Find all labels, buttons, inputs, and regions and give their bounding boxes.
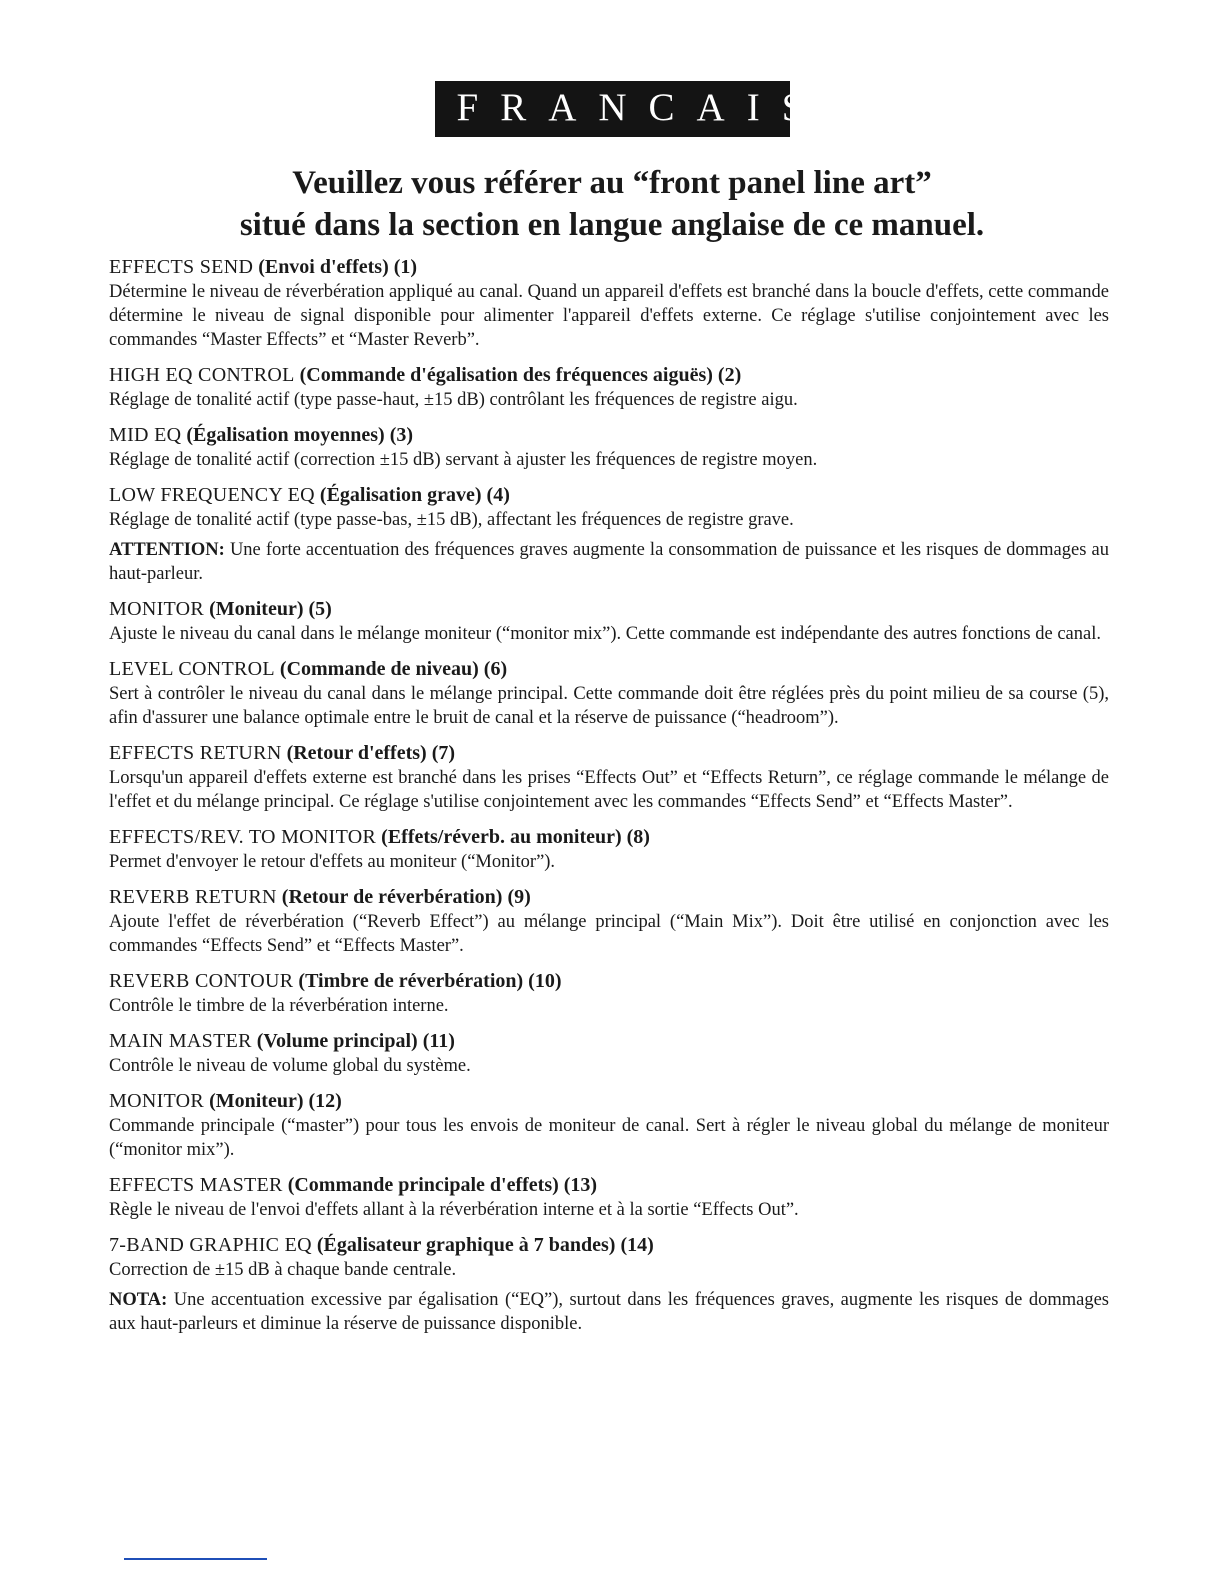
section-effects-rev-monitor bbox=[109, 825, 1109, 874]
section-body: Contrôle le timbre de la réverbération interne. bbox=[109, 996, 449, 1016]
section-title bbox=[109, 423, 1109, 448]
section-title-en: MID EQ bbox=[109, 424, 182, 446]
section-title-fr: (Volume principal) (11) bbox=[256, 1030, 455, 1052]
note-text: Une forte accentuation des fréquences graves augmente la consommation de puissance et les risques de dommages au haut-parleur. bbox=[109, 540, 1109, 584]
section-mid-eq bbox=[109, 423, 1109, 472]
section-title bbox=[109, 483, 1109, 508]
note-label: ATTENTION: bbox=[109, 540, 225, 560]
section-body: Détermine le niveau de réverbération appliqué au canal. Quand un appareil d'effets est branché dans la boucle d'effets, cette commande détermine le niveau de signal disponible pour alimenter l'appareil d'effets externe. Ce réglage s'utilise conjointement avec les commandes “Master Effects” et “Master Reverb”. bbox=[109, 282, 1109, 350]
section-body: Permet d'envoyer le retour d'effets au moniteur (“Monitor”). bbox=[109, 852, 556, 872]
section-title bbox=[109, 597, 1109, 622]
section-low-eq bbox=[109, 483, 1109, 586]
section-effects-send bbox=[109, 255, 1109, 352]
section-title-en: REVERB RETURN bbox=[109, 886, 277, 908]
note-text: Une accentuation excessive par égalisation (“EQ”), surtout dans les fréquences graves, augmente les risques de dommages aux haut-parleurs et diminue la réserve de puissance disponible. bbox=[109, 1290, 1109, 1334]
page-heading bbox=[0, 162, 1224, 246]
section-body: Lorsqu'un appareil d'effets externe est branché dans les prises “Effects Out” et “Effects Return”, ce réglage commande le mélange de l'effet et du mélange principal. Ce réglage s'utilise conjointement avec les commandes “Effects Send” et “Effects Master”. bbox=[109, 768, 1109, 812]
section-title-fr: (Envoi d'effets) (1) bbox=[258, 256, 418, 278]
section-title-en: MONITOR bbox=[109, 598, 205, 620]
section-title-fr: (Égalisation moyennes) (3) bbox=[186, 424, 414, 446]
section-title-en: HIGH EQ CONTROL bbox=[109, 364, 295, 386]
section-title-en: EFFECTS SEND bbox=[109, 256, 254, 278]
section-title-fr: (Effets/réverb. au moniteur) (8) bbox=[381, 826, 650, 848]
attention-note bbox=[109, 538, 1109, 586]
section-title bbox=[109, 1233, 1109, 1258]
section-title-en: MAIN MASTER bbox=[109, 1030, 252, 1052]
section-high-eq bbox=[109, 363, 1109, 412]
section-main-master bbox=[109, 1029, 1109, 1078]
section-body: Correction de ±15 dB à chaque bande centrale. bbox=[109, 1260, 457, 1280]
footer-rule bbox=[124, 1558, 267, 1560]
heading-line-1: Veuillez vous référer au “front panel line art” bbox=[292, 165, 932, 201]
section-body: Commande principale (“master”) pour tous les envois de moniteur de canal. Sert à régler le niveau global du mélange de moniteur (“monitor mix”). bbox=[109, 1116, 1109, 1160]
section-level-control bbox=[109, 657, 1109, 730]
section-title-en: MONITOR bbox=[109, 1090, 205, 1112]
section-effects-master bbox=[109, 1173, 1109, 1222]
nota-note bbox=[109, 1288, 1109, 1336]
section-title-en: REVERB CONTOUR bbox=[109, 970, 294, 992]
language-banner-wrap bbox=[0, 81, 1224, 137]
section-title bbox=[109, 825, 1109, 850]
section-body: Contrôle le niveau de volume global du système. bbox=[109, 1056, 471, 1076]
section-title-fr: (Commande principale d'effets) (13) bbox=[287, 1174, 598, 1196]
section-title bbox=[109, 969, 1109, 994]
section-title-fr: (Retour d'effets) (7) bbox=[286, 742, 456, 764]
section-title bbox=[109, 1089, 1109, 1114]
section-reverb-return bbox=[109, 885, 1109, 958]
sections-list bbox=[109, 255, 1109, 1347]
section-title-en: LOW FREQUENCY EQ bbox=[109, 484, 315, 506]
section-title-fr: (Retour de réverbération) (9) bbox=[281, 886, 531, 908]
section-monitor-5 bbox=[109, 597, 1109, 646]
section-effects-return bbox=[109, 741, 1109, 814]
section-title-fr: (Égalisation grave) (4) bbox=[319, 484, 510, 506]
section-body: Réglage de tonalité actif (type passe-haut, ±15 dB) contrôlant les fréquences de registre aigu. bbox=[109, 390, 798, 410]
note-label: NOTA: bbox=[109, 1290, 168, 1310]
section-reverb-contour bbox=[109, 969, 1109, 1018]
section-title-fr: (Timbre de réverbération) (10) bbox=[298, 970, 562, 992]
section-body: Règle le niveau de l'envoi d'effets allant à la réverbération interne et à la sortie “Effects Out”. bbox=[109, 1200, 799, 1220]
section-title bbox=[109, 741, 1109, 766]
section-graphic-eq bbox=[109, 1233, 1109, 1336]
section-title-en: EFFECTS MASTER bbox=[109, 1174, 283, 1196]
heading-line-2: situé dans la section en langue anglaise de ce manuel. bbox=[239, 207, 985, 243]
section-monitor-12 bbox=[109, 1089, 1109, 1162]
section-title-en: 7-BAND GRAPHIC EQ bbox=[109, 1234, 312, 1256]
section-body: Ajuste le niveau du canal dans le mélange moniteur (“monitor mix”). Cette commande est indépendante des autres fonctions de canal. bbox=[109, 624, 1101, 644]
section-body: Réglage de tonalité actif (correction ±15 dB) servant à ajuster les fréquences de registre moyen. bbox=[109, 450, 818, 470]
section-title bbox=[109, 255, 1109, 280]
section-body: Sert à contrôler le niveau du canal dans le mélange principal. Cette commande doit être réglées près du point milieu de sa course (5), afin d'assurer une balance optimale entre le bruit de canal et la réserve de puissance (“headroom”). bbox=[109, 684, 1109, 728]
language-banner: FRANCAIS bbox=[435, 81, 790, 137]
section-title-en: EFFECTS RETURN bbox=[109, 742, 282, 764]
section-title-en: LEVEL CONTROL bbox=[109, 658, 275, 680]
section-title bbox=[109, 363, 1109, 388]
section-title-fr: (Commande d'égalisation des fréquences aiguës) (2) bbox=[299, 364, 742, 386]
section-body: Ajoute l'effet de réverbération (“Reverb Effect”) au mélange principal (“Main Mix”). Doit être utilisé en conjonction avec les commandes “Effects Send” et “Effects Master”. bbox=[109, 912, 1109, 956]
section-body: Réglage de tonalité actif (type passe-bas, ±15 dB), affectant les fréquences de registre grave. bbox=[109, 510, 794, 530]
section-title bbox=[109, 657, 1109, 682]
section-title bbox=[109, 1029, 1109, 1054]
section-title-fr: (Moniteur) (12) bbox=[209, 1090, 342, 1112]
section-title bbox=[109, 1173, 1109, 1198]
section-title-fr: (Moniteur) (5) bbox=[209, 598, 332, 620]
section-title bbox=[109, 885, 1109, 910]
section-title-fr: (Égalisateur graphique à 7 bandes) (14) bbox=[316, 1234, 654, 1256]
section-title-en: EFFECTS/REV. TO MONITOR bbox=[109, 826, 377, 848]
section-title-fr: (Commande de niveau) (6) bbox=[279, 658, 508, 680]
